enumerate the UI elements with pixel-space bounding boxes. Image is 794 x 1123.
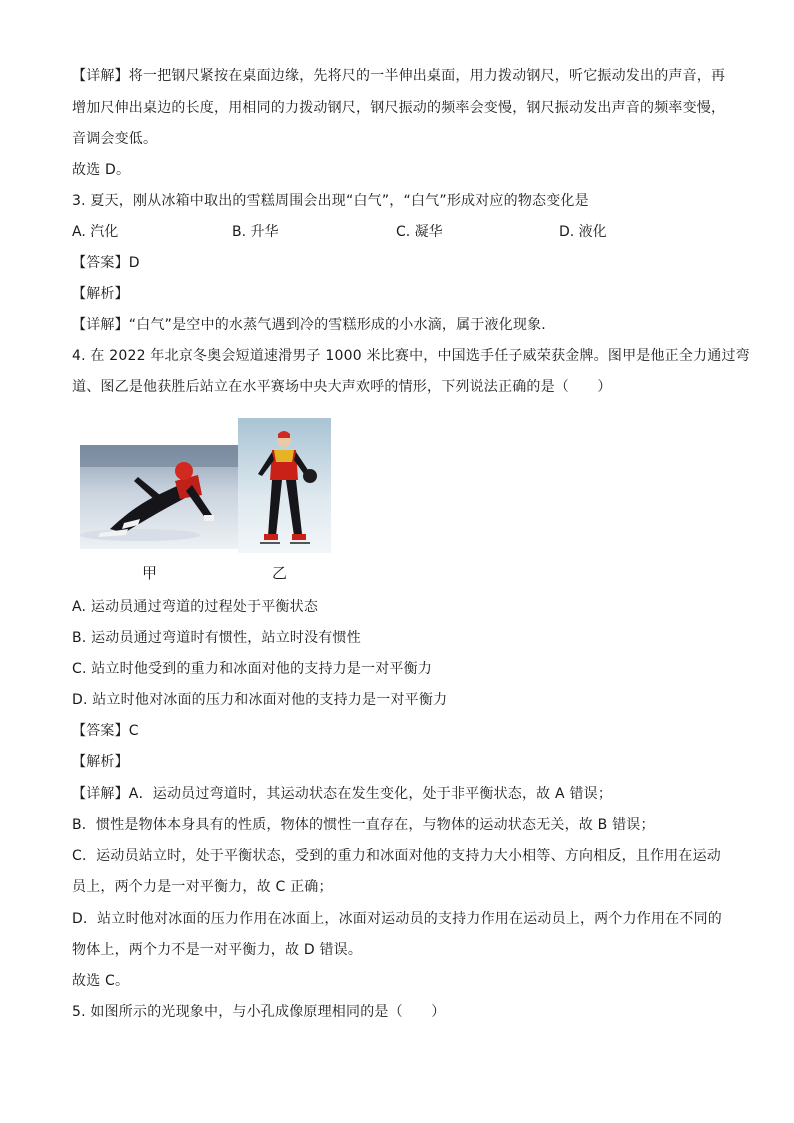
- q4-answer: 【答案】C: [72, 723, 139, 739]
- q4-option-b: B. 运动员通过弯道时有惯性，站立时没有惯性: [72, 630, 361, 646]
- q4-detail-c2: 员上，两个力是一对平衡力，故 C 正确；: [72, 879, 333, 895]
- q3-option-a: A. 汽化: [72, 224, 119, 240]
- q4-option-c: C. 站立时他受到的重力和冰面对他的支持力是一对平衡力: [72, 661, 433, 677]
- q2-conclusion: 故选 D。: [72, 162, 131, 178]
- q3-detail: 【详解】“白气”是空中的水蒸气遇到冷的雪糕形成的小水滴，属于液化现象.: [72, 317, 546, 333]
- q3-analysis-heading: 【解析】: [72, 286, 129, 302]
- figure-caption-b: 乙: [272, 564, 288, 582]
- q4-option-a: A. 运动员通过弯道的过程处于平衡状态: [72, 599, 319, 615]
- q4-detail-d2: 物体上，两个力不是一对平衡力，故 D 错误。: [72, 942, 363, 958]
- q4-question-line1: 4. 在 2022 年北京冬奥会短道速滑男子 1000 米比赛中，中国选手任子威荣获金牌。图甲是他正全力通过弯: [72, 348, 750, 364]
- q4-detail-b: B．惯性是物体本身具有的性质，物体的惯性一直存在，与物体的运动状态无关，故 B 错误；: [72, 817, 655, 833]
- q2-detail-line2: 增加尺伸出桌边的长度，用相同的力拨动钢尺，钢尺振动的频率会变慢，钢尺振动发出声音的频率变慢，: [72, 100, 726, 116]
- q4-option-d: D. 站立时他对冰面的压力和冰面对他的支持力是一对平衡力: [72, 692, 448, 708]
- q4-question-line2: 道、图乙是他获胜后站立在水平赛场中央大声欢呼的情形，下列说法正确的是（ ）: [72, 379, 612, 395]
- q4-detail-a: 【详解】A．运动员过弯道时，其运动状态在发生变化，处于非平衡状态，故 A 错误；: [72, 786, 613, 802]
- figure-skater-cornering: [80, 445, 240, 549]
- q2-detail-line1: 【详解】将一把钢尺紧按在桌面边缘，先将尺的一半伸出桌面，用力拨动钢尺，听它振动发出的声音，再: [72, 68, 726, 84]
- q3-question: 3. 夏天，刚从冰箱中取出的雪糕周围会出现“白气”，“白气”形成对应的物态变化是: [72, 193, 589, 209]
- q4-detail-c1: C．运动员站立时，处于平衡状态，受到的重力和冰面对他的支持力大小相等、方向相反，且作用在运动: [72, 848, 721, 864]
- figure-caption-a: 甲: [142, 564, 158, 582]
- q3-option-b: B. 升华: [232, 224, 279, 240]
- q4-conclusion: 故选 C。: [72, 973, 130, 989]
- q3-answer: 【答案】D: [72, 255, 140, 271]
- q3-option-d: D. 液化: [559, 224, 607, 240]
- q4-analysis-heading: 【解析】: [72, 754, 129, 770]
- q3-option-c: C. 凝华: [396, 224, 443, 240]
- figure-skater-standing: [238, 418, 331, 553]
- q2-detail-line3: 音调会变低。: [72, 131, 158, 147]
- q5-question: 5. 如图所示的光现象中，与小孔成像原理相同的是（ ）: [72, 1004, 446, 1020]
- q4-detail-d1: D．站立时他对冰面的压力作用在冰面上，冰面对运动员的支持力作用在运动员上，两个力作用在不同的: [72, 911, 722, 927]
